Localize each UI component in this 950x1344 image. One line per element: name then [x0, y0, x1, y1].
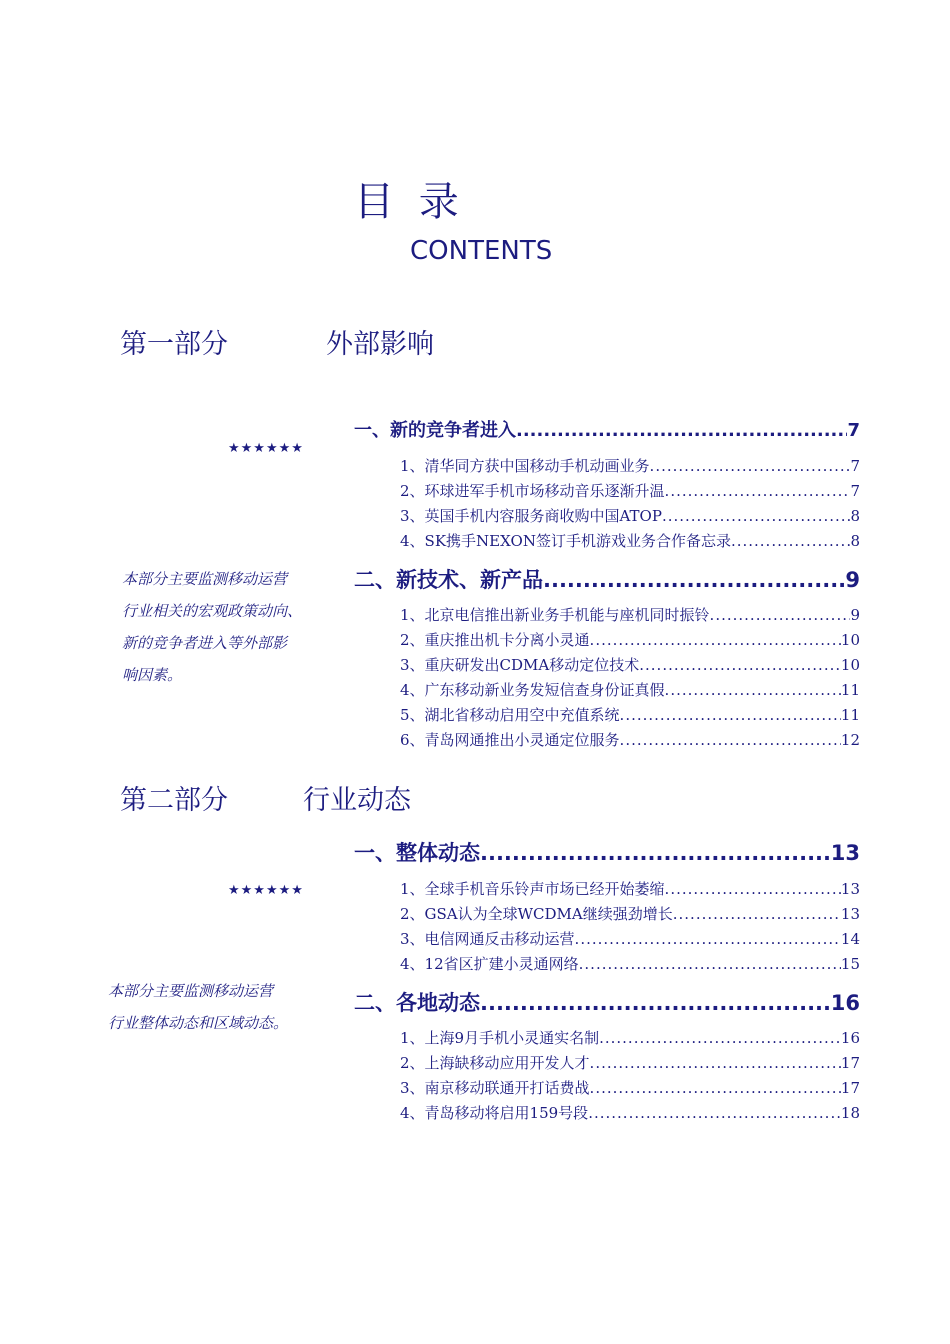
item-page: 11 — [840, 681, 860, 699]
item-title: 3、重庆研发出CDMA移动定位技术 — [400, 656, 640, 674]
dot-leader — [620, 706, 841, 724]
section-title: 二、新技术、新产品 — [354, 568, 543, 592]
part-2-label: 第二部分 — [120, 785, 228, 816]
section-title: 一、整体动态 — [354, 841, 480, 865]
toc-item[interactable] — [400, 878, 860, 899]
item-page: 14 — [840, 930, 860, 948]
part-1-label: 第一部分 — [120, 329, 228, 360]
item-page: 8 — [850, 507, 860, 525]
dot-leader — [665, 482, 851, 500]
item-title: 3、电信网通反击移动运营 — [400, 930, 575, 948]
toc-section[interactable] — [354, 416, 860, 442]
toc-item[interactable] — [400, 679, 860, 700]
item-title: 1、全球手机音乐铃声市场已经开始萎缩 — [400, 880, 665, 898]
note-line: 新的竞争者进入等外部影 — [122, 634, 288, 652]
dot-leader — [575, 930, 841, 948]
toc-item[interactable] — [400, 1077, 860, 1098]
toc-item[interactable] — [400, 455, 860, 476]
item-page: 15 — [840, 955, 860, 973]
item-title: 1、北京电信推出新业务手机能与座机同时振铃 — [400, 606, 710, 624]
toc-item[interactable] — [400, 604, 860, 625]
dot-leader — [516, 420, 847, 441]
item-page: 18 — [840, 1104, 860, 1122]
toc-item[interactable] — [400, 1052, 860, 1073]
dot-leader — [480, 991, 831, 1015]
item-title: 1、上海9月手机小灵通实名制 — [400, 1029, 600, 1047]
part-1-name: 外部影响 — [326, 329, 434, 360]
item-title: 2、上海缺移动应用开发人才 — [400, 1054, 590, 1072]
note-line: 行业相关的宏观政策动向、 — [122, 602, 303, 620]
item-page: 17 — [840, 1054, 860, 1072]
item-page: 10 — [840, 656, 860, 674]
dot-leader — [710, 606, 851, 624]
part-1-note — [122, 563, 302, 691]
item-page: 11 — [840, 706, 860, 724]
section-page: 9 — [845, 568, 860, 592]
section-page: 7 — [847, 420, 860, 441]
section-title: 二、各地动态 — [354, 991, 480, 1015]
item-page: 7 — [850, 457, 860, 475]
item-page: 12 — [840, 731, 860, 749]
item-title: 4、12省区扩建小灵通网络 — [400, 955, 579, 973]
item-page: 10 — [840, 631, 860, 649]
page-title: 目 录 — [354, 179, 465, 225]
item-page: 7 — [850, 482, 860, 500]
part-2-note — [108, 975, 288, 1039]
part-2-name: 行业动态 — [303, 785, 411, 816]
item-page: 13 — [840, 880, 860, 898]
dot-leader — [650, 457, 851, 475]
part-2-stars: ★★★★★★ — [228, 883, 304, 898]
toc-item[interactable] — [400, 953, 860, 974]
item-page: 8 — [850, 532, 860, 550]
toc-item[interactable] — [400, 629, 860, 650]
toc-item[interactable] — [400, 1102, 860, 1123]
item-title: 3、南京移动联通开打话费战 — [400, 1079, 590, 1097]
dot-leader — [673, 905, 841, 923]
item-page: 16 — [840, 1029, 860, 1047]
dot-leader — [590, 1054, 841, 1072]
toc-item[interactable] — [400, 704, 860, 725]
item-page: 13 — [840, 905, 860, 923]
dot-leader — [480, 841, 831, 865]
item-title: 1、清华同方获中国移动手机动画业务 — [400, 457, 650, 475]
item-title: 4、SK携手NEXON签订手机游戏业务合作备忘录 — [400, 532, 731, 550]
item-title: 2、环球进军手机市场移动音乐逐渐升温 — [400, 482, 665, 500]
item-title: 4、广东移动新业务发短信查身份证真假 — [400, 681, 665, 699]
dot-leader — [731, 532, 851, 550]
toc-item[interactable] — [400, 1027, 860, 1048]
toc-item[interactable] — [400, 654, 860, 675]
toc-item[interactable] — [400, 505, 860, 526]
section-title: 一、新的竞争者进入 — [354, 420, 516, 441]
dot-leader — [620, 731, 841, 749]
note-line: 响因素。 — [122, 666, 183, 684]
dot-leader — [579, 955, 841, 973]
item-title: 5、湖北省移动启用空中充值系统 — [400, 706, 620, 724]
section-page: 16 — [830, 991, 860, 1015]
toc-section[interactable] — [354, 564, 860, 594]
item-title: 2、重庆推出机卡分离小灵通 — [400, 631, 590, 649]
dot-leader — [662, 507, 851, 525]
item-page: 9 — [850, 606, 860, 624]
dot-leader — [599, 1029, 841, 1047]
item-title: 2、GSA认为全球WCDMA继续强劲增长 — [400, 905, 673, 923]
item-title: 3、英国手机内容服务商收购中国ATOP — [400, 507, 662, 525]
note-line: 行业整体动态和区域动态。 — [108, 1014, 289, 1032]
dot-leader — [665, 681, 841, 699]
note-line: 本部分主要监测移动运营 — [122, 570, 288, 588]
dot-leader — [665, 880, 841, 898]
section-page: 13 — [830, 841, 860, 865]
item-title: 4、青岛移动将启用159号段 — [400, 1104, 589, 1122]
item-page: 17 — [840, 1079, 860, 1097]
dot-leader — [588, 1104, 841, 1122]
dot-leader — [590, 631, 841, 649]
toc-item[interactable] — [400, 729, 860, 750]
toc-section[interactable] — [354, 987, 860, 1017]
item-title: 6、青岛网通推出小灵通定位服务 — [400, 731, 620, 749]
dot-leader — [590, 1079, 841, 1097]
page-subtitle: CONTENTS — [410, 236, 553, 266]
note-line: 本部分主要监测移动运营 — [108, 982, 274, 1000]
dot-leader — [543, 568, 845, 592]
toc-item[interactable] — [400, 928, 860, 949]
toc-section[interactable] — [354, 837, 860, 867]
dot-leader — [639, 656, 841, 674]
toc-item[interactable] — [400, 530, 860, 551]
toc-item[interactable] — [400, 903, 860, 924]
part-1-stars: ★★★★★★ — [228, 441, 304, 456]
toc-item[interactable] — [400, 480, 860, 501]
